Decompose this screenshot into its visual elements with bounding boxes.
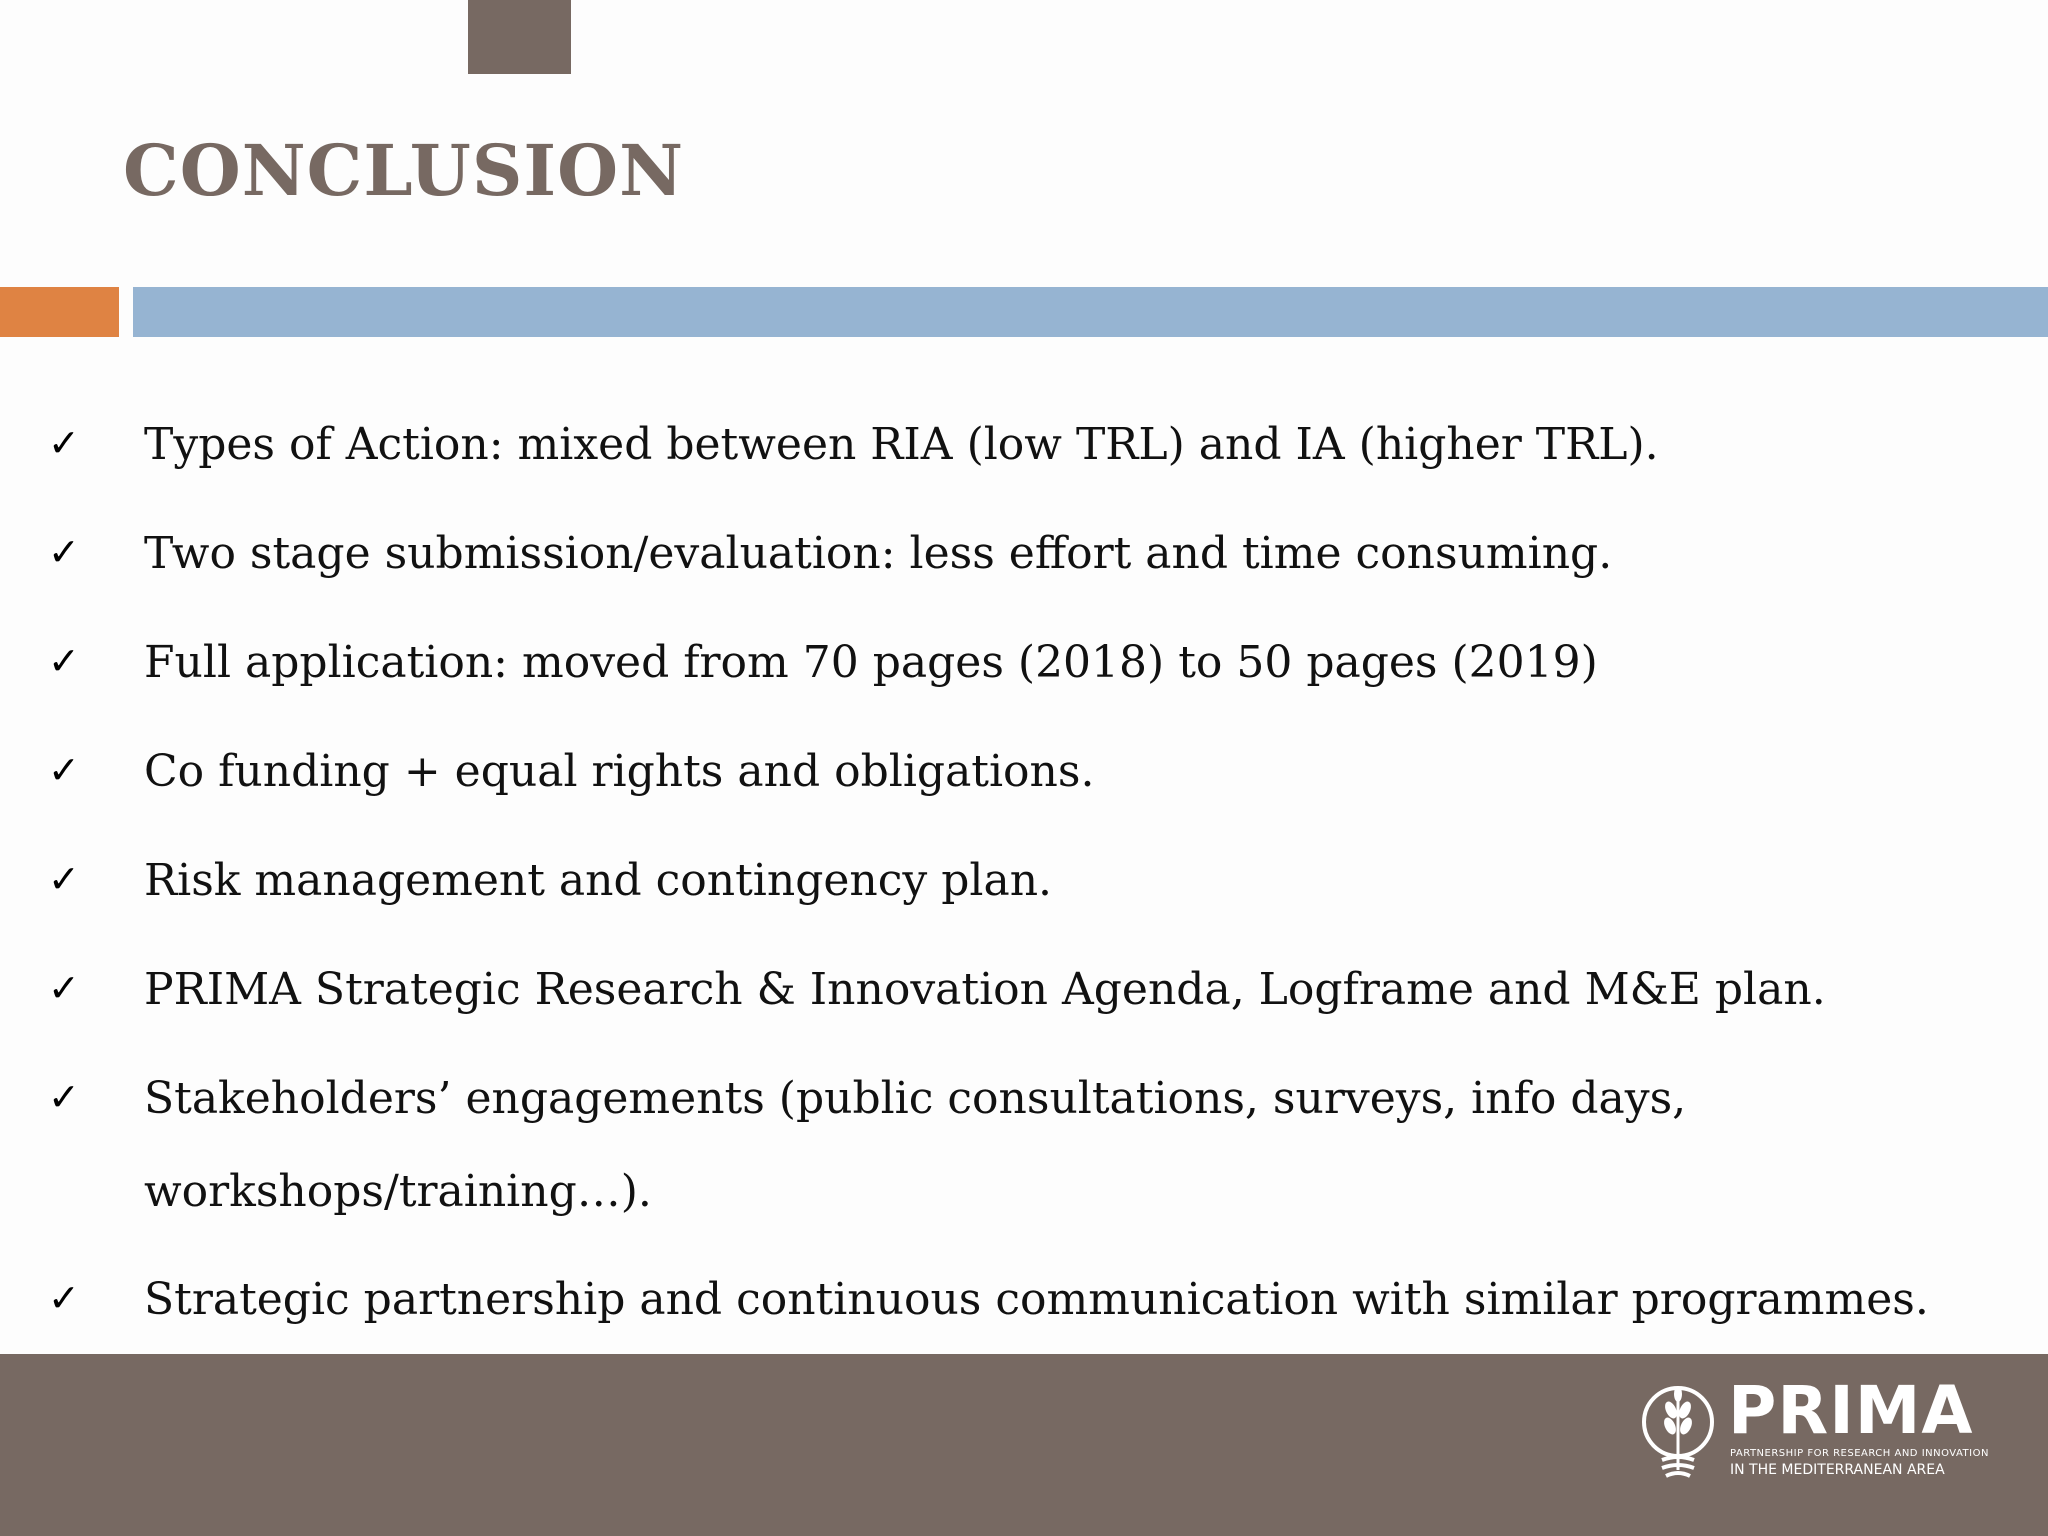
checkmark-icon: ✓ (48, 966, 80, 1010)
checkmark-icon: ✓ (48, 530, 80, 574)
bullet-item-continuation: workshops/training…). (144, 1166, 652, 1217)
slide-title: CONCLUSION (123, 129, 685, 212)
bullet-item: Stakeholders’ engagements (public consultations, surveys, info days, (144, 1073, 1687, 1124)
bullet-item: Two stage submission/evaluation: less effort and time consuming. (144, 528, 1613, 579)
bullet-item: Types of Action: mixed between RIA (low TRL) and IA (higher TRL). (144, 419, 1659, 470)
wheat-lightbulb-icon (1638, 1380, 1718, 1488)
logo-wordmark: PRIMA (1728, 1372, 1974, 1449)
checkmark-icon: ✓ (48, 421, 80, 465)
bullet-item: Strategic partnership and continuous communication with similar programmes. (144, 1274, 1929, 1325)
bullet-item: Risk management and contingency plan. (144, 855, 1053, 906)
bullet-item: Full application: moved from 70 pages (2018) to 50 pages (2019) (144, 637, 1598, 688)
bullet-item: PRIMA Strategic Research & Innovation Agenda, Logframe and M&E plan. (144, 964, 1826, 1015)
bullet-item: Co funding + equal rights and obligations. (144, 746, 1095, 797)
checkmark-icon: ✓ (48, 857, 80, 901)
checkmark-icon: ✓ (48, 639, 80, 683)
checkmark-icon: ✓ (48, 1276, 80, 1320)
prima-logo (1638, 1372, 1989, 1490)
checkmark-icon: ✓ (48, 1075, 80, 1119)
logo-tagline: PARTNERSHIP FOR RESEARCH AND INNOVATION (1730, 1448, 1989, 1459)
checkmark-icon: ✓ (48, 748, 80, 792)
logo-region: IN THE MEDITERRANEAN AREA (1730, 1462, 1945, 1478)
